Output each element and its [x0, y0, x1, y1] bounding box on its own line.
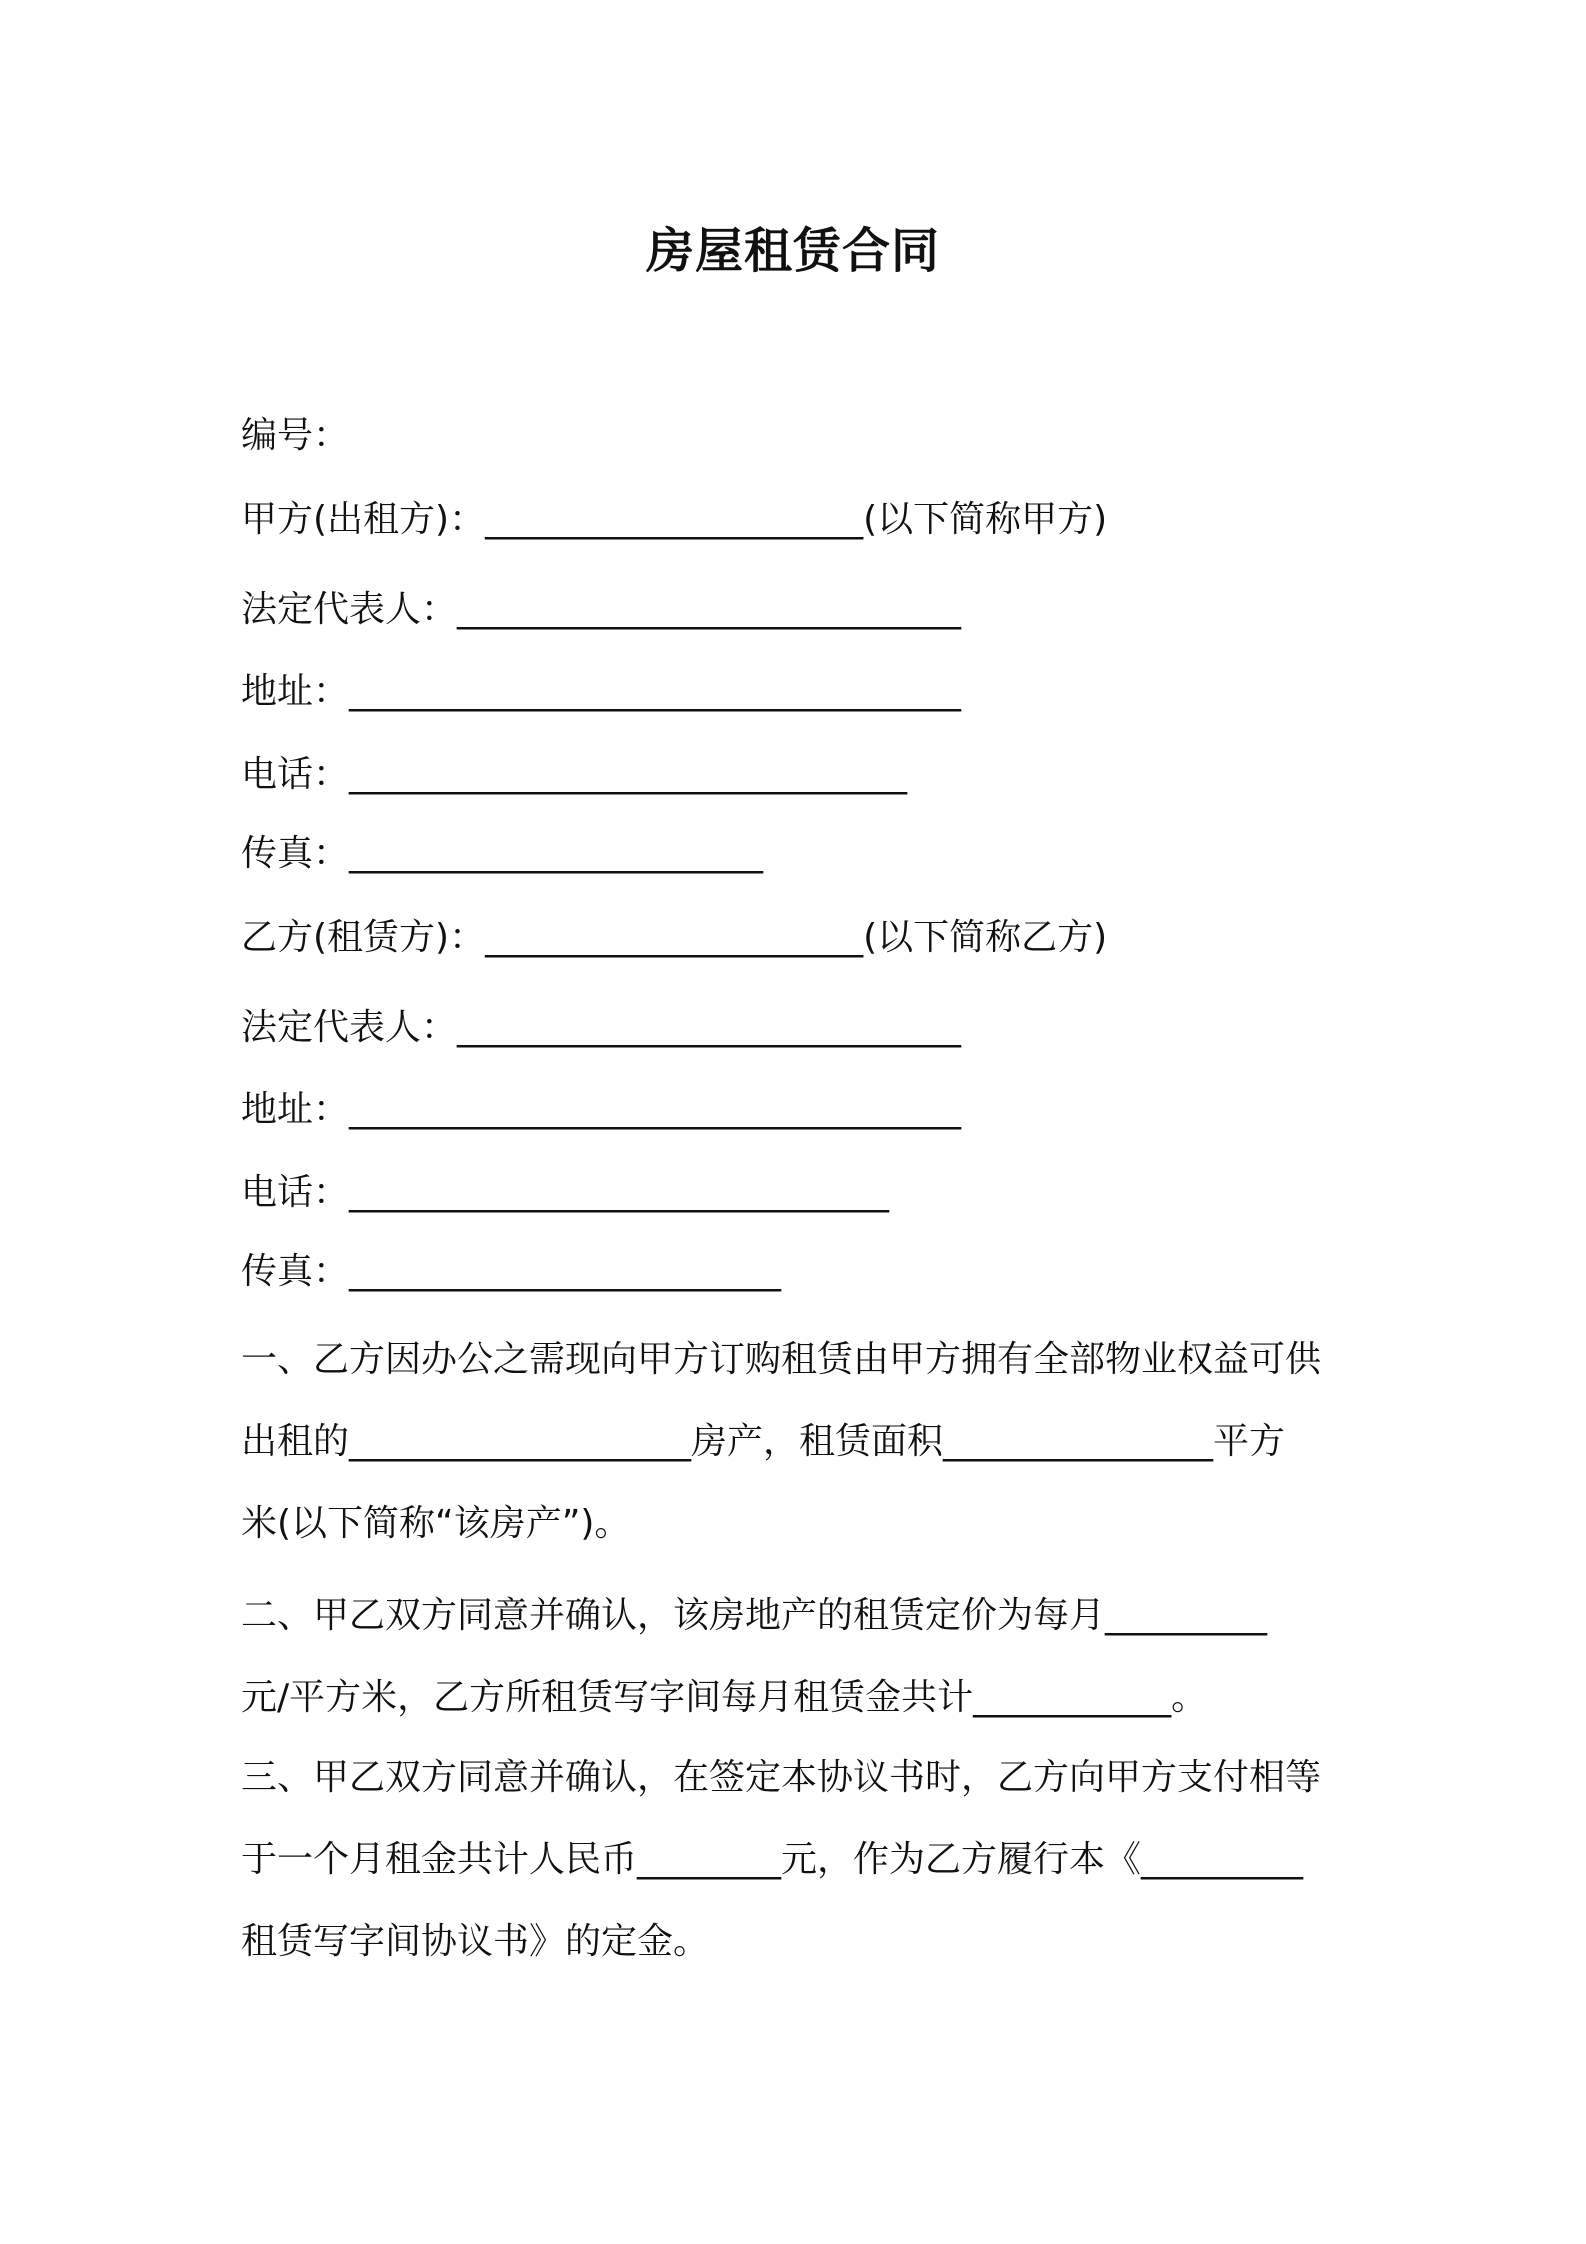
- clause-1-line-2: 出租的___________________房产，租赁面积_______________平方: [241, 1421, 1286, 1462]
- clause-1-line-3: 米(以下简称“该房产”)。: [241, 1503, 631, 1544]
- party-a-representative-line: 法定代表人：____________________________: [241, 589, 962, 630]
- party-a-address-line: 地址：__________________________________: [241, 671, 962, 712]
- party-a-phone-line: 电话：_______________________________: [241, 754, 908, 795]
- clause-3-line-1: 三、甲乙双方同意并确认，在签定本协议书时，乙方向甲方支付相等: [241, 1757, 1322, 1798]
- clause-2-line-2: 元/平方米，乙方所租赁写字间每月租赁金共计___________。: [241, 1677, 1208, 1718]
- contract-number-line: 编号：: [241, 415, 350, 456]
- party-a-fax-line: 传真：_______________________: [241, 833, 764, 874]
- clause-1-line-1: 一、乙方因办公之需现向甲方订购租赁由甲方拥有全部物业权益可供: [241, 1339, 1322, 1380]
- party-b-phone-line: 电话：______________________________: [241, 1172, 890, 1213]
- party-b-name-line: 乙方(租赁方)：_____________________(以下简称乙方): [241, 917, 1108, 958]
- party-b-address-line: 地址：__________________________________: [241, 1089, 962, 1130]
- party-b-fax-line: 传真：________________________: [241, 1251, 782, 1292]
- party-a-name-line: 甲方(出租方)：_____________________(以下简称甲方): [241, 499, 1108, 540]
- contract-title: 房屋租赁合同: [645, 223, 940, 279]
- clause-2-line-1: 二、甲乙双方同意并确认，该房地产的租赁定价为每月_________: [241, 1595, 1268, 1636]
- clause-3-line-3: 租赁写字间协议书》的定金。: [241, 1921, 710, 1962]
- clause-3-line-2: 于一个月租金共计人民币________元，作为乙方履行本《_________: [241, 1839, 1304, 1880]
- party-b-representative-line: 法定代表人：____________________________: [241, 1007, 962, 1048]
